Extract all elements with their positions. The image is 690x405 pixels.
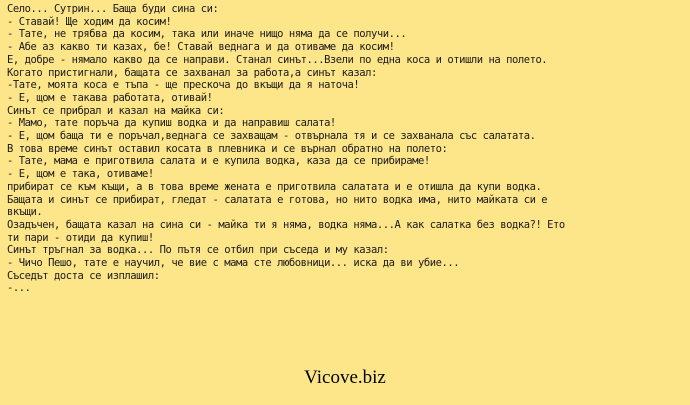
joke-line: -Тате, моята коса е тъпа - ще прескоча до вкъщи да я наточа! bbox=[7, 79, 360, 92]
joke-line: - Тате, мама е приготвила салата и е купила водка, каза да се прибираме! bbox=[7, 155, 430, 168]
joke-line: Съседът доста се изплашил: bbox=[7, 269, 160, 282]
joke-line: В това време синът оставил косата в плевника и се върнал обратно на полето: bbox=[7, 142, 448, 155]
joke-line: прибират се към къщи, а в това време жената е приготвила салатата и е отишла да купи водка. bbox=[7, 180, 542, 193]
joke-line: Когато пристигнали, бащата се захванал за работа,а синът казал: bbox=[7, 66, 377, 79]
joke-line: - Тате, не трябва да косим, така или иначе нищо няма да се получи... bbox=[7, 28, 407, 41]
joke-line: Бащата и синът се прибират, гледат - салатата е готова, но нито водка има, нито майката си е bbox=[7, 193, 548, 206]
joke-line: Село... Сутрин... Баща буди сина си: bbox=[7, 3, 219, 15]
joke-line: - Ставай! Ще ходим да косим! bbox=[7, 15, 172, 28]
joke-line: - Е, щом е така, отиваме! bbox=[7, 168, 154, 181]
joke-text bbox=[7, 3, 683, 295]
joke-line: Синът се прибрал и казал на майка си: bbox=[7, 104, 225, 117]
joke-line: - Абе аз какво ти казах, бе! Ставай веднага и да отиваме да косим! bbox=[7, 41, 395, 54]
joke-line: - Е, щом баща ти е поръчал,веднага се захващам - отвърнала тя и се захванала със салатата. bbox=[7, 130, 536, 143]
joke-line: Е, добре - нямало какво да се направи. Станал синът...Взели по една коса и отишли на полето. bbox=[7, 53, 548, 66]
joke-line: Озадъчен, бащата казал на сина си - майка ти я няма, водка няма...А как салатка без водка?! Ето bbox=[7, 218, 565, 231]
joke-line: - Е, щом е такава работата, отивай! bbox=[7, 91, 213, 104]
joke-line: ти пари - отиди да купиш! bbox=[7, 231, 154, 244]
joke-line: -... bbox=[7, 282, 31, 295]
joke-line: - Мамо, тате поръча да купиш водка и да направиш салата! bbox=[7, 117, 336, 130]
site-watermark: Vicove.biz bbox=[304, 367, 386, 388]
joke-line: - Чичо Пешо, тате е научил, че вие с мама сте любовници... иска да ви убие... bbox=[7, 257, 460, 270]
joke-line: Синът тръгнал за водка... По пътя се отбил при съседа и му казал: bbox=[7, 244, 389, 257]
joke-line: вкъщи. bbox=[7, 206, 43, 219]
